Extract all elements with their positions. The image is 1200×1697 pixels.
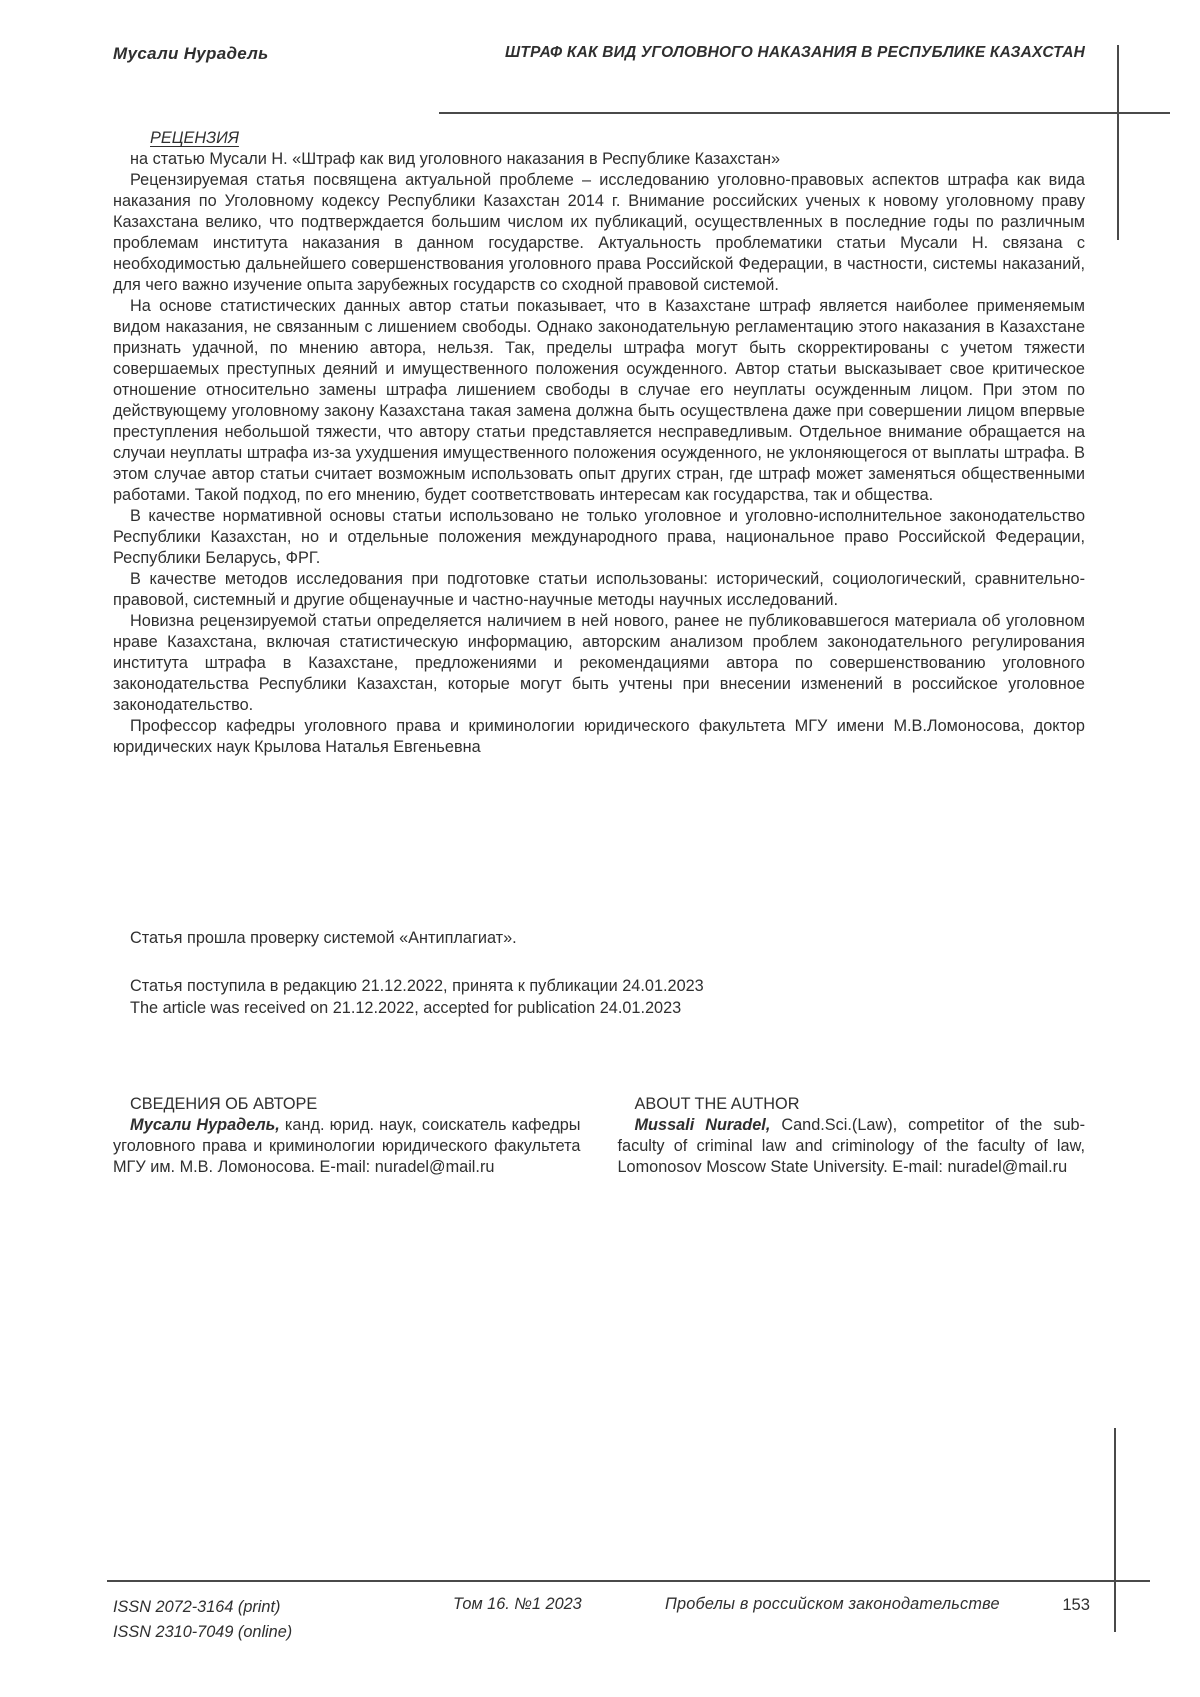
about-author-ru-paragraph <box>113 1115 581 1178</box>
issn-online: ISSN 2310-7049 (online) <box>113 1623 293 1641</box>
received-date-en: The article was received on 21.12.2022, accepted for publication 24.01.2023 <box>130 999 682 1017</box>
about-author-ru <box>113 1094 581 1178</box>
review-paragraph: На основе статистических данных автор статьи показывает, что в Казахстане штраф является наиболее применяемым видом наказания, не связанным с лишением свободы. Однако законодательную регламентацию этого наказания в Казахстане признать удачной, по мнению автора, нельзя. Так, пределы штрафа могут быть скорректированы с учетом тяжести совершаемых преступных деяний и имущественного положения осужденного. Автор статьи высказывает свое критическое отношение относительно замены штрафа лишением свободы в случае его неуплаты осужденным лицом. При этом по действующему уголовному закону Казахстана такая замена должна быть осуществлена даже при совершении лицом впервые преступления небольшой тяжести, что автору статьи представляется несправедливым. Отдельное внимание обращается на случаи неуплаты штрафа из-за ухудшения имущественного положения осужденного, не уклоняющегося от выплаты штрафа. В этом случае автор статьи считает возможным использовать опыт других стран, где штраф может заменяться общественными работами. Такой подход, по его мнению, будет соответствовать интересам как государства, так и общества. <box>113 297 1085 504</box>
header-horizontal-rule <box>439 112 1170 114</box>
received-date-ru: Статья поступила в редакцию 21.12.2022, принята к публикации 24.01.2023 <box>130 977 704 995</box>
review-paragraph: Рецензируемая статья посвящена актуальной проблеме – исследованию уголовно-правовых аспектов штрафа как вида наказания по Уголовному кодексу Республики Казахстан 2014 г. Внимание российских ученых к новому уголовному праву Казахстана велико, что подтверждается большим числом их публикаций, осуществленных в последние годы по различным проблемам института наказания в данном государстве. Актуальность проблематики статьи Мусали Н. связана с необходимостью дальнейшего совершенствования уголовного права Российской Федерации, в частности, системы наказаний, для чего важно изучение опыта зарубежных государств со сходной правовой системой. <box>113 171 1085 294</box>
author-name-en: Mussali Nuradel, <box>634 1116 771 1134</box>
antiplagiat-note: Статья прошла проверку системой «Антиплагиат». <box>130 929 517 947</box>
about-author-section <box>113 1094 1085 1178</box>
footer-page-number: 153 <box>1062 1595 1090 1614</box>
author-details-ru: канд. юрид. наук, соискатель кафедры уголовного права и криминологии юридического факультета МГУ им. М.В. Ломоносова. E-mail: nuradel@mail.ru <box>113 1116 581 1176</box>
footer-issn <box>113 1595 292 1645</box>
bottom-right-vertical-rule <box>1114 1428 1116 1632</box>
review-subheading: на статью Мусали Н. «Штраф как вид уголовного наказания в Республике Казахстан» <box>130 150 781 168</box>
top-right-vertical-rule <box>1117 45 1119 240</box>
about-author-en <box>618 1094 1086 1178</box>
footer-horizontal-rule <box>107 1580 1150 1582</box>
about-author-en-paragraph <box>618 1115 1086 1178</box>
footer-volume-issue: Том 16. №1 2023 <box>453 1595 582 1613</box>
review-paragraph: В качестве методов исследования при подготовке статьи использованы: исторический, социологический, сравнительно-правовой, системный и другие общенаучные и частно-научные методы научных исследований. <box>113 570 1085 609</box>
review-paragraph: Новизна рецензируемой статьи определяется наличием в ней нового, ранее не публиковавшегося материала об уголовном нраве Казахстана, включая статистическую информацию, авторским анализом проблем законодательного регулирования института штрафа в Казахстане, предложениями и рекомендациями автора по совершенствованию уголовного законодательства Республики Казахстан, которые могут быть учтены при внесении изменений в российское уголовное законодательство. <box>113 612 1085 714</box>
review-section <box>113 128 1085 758</box>
author-name-ru: Мусали Нурадель, <box>130 1116 280 1134</box>
review-heading: РЕЦЕНЗИЯ <box>150 129 239 147</box>
running-head-title: ШТРАФ КАК ВИД УГОЛОВНОГО НАКАЗАНИЯ В РЕСПУБЛИКЕ КАЗАХСТАН <box>505 44 1085 61</box>
review-paragraph: В качестве нормативной основы статьи использовано не только уголовное и уголовно-исполнительное законодательство Республики Казахстан, но и отдельные положения международного права, национальное право Российской Федерации, Республики Беларусь, ФРГ. <box>113 507 1085 567</box>
footer-journal-title: Пробелы в российском законодательстве <box>665 1595 1000 1613</box>
article-dates <box>113 975 1102 1019</box>
review-paragraph: Профессор кафедры уголовного права и криминологии юридического факультета МГУ имени М.В.Ломоносова, доктор юридических наук Крылова Наталья Евгеньевна <box>113 717 1085 756</box>
running-head-author: Мусали Нурадель <box>113 44 269 63</box>
author-details-en: Cand.Sci.(Law), competitor of the sub-faculty of criminal law and criminology of the faculty of law, Lomonosov Moscow State University. E-mail: nuradel@mail.ru <box>617 1116 1085 1176</box>
issn-print: ISSN 2072-3164 (print) <box>113 1598 281 1616</box>
about-author-ru-heading: СВЕДЕНИЯ ОБ АВТОРЕ <box>130 1095 318 1113</box>
about-author-en-heading: ABOUT THE AUTHOR <box>634 1095 800 1113</box>
